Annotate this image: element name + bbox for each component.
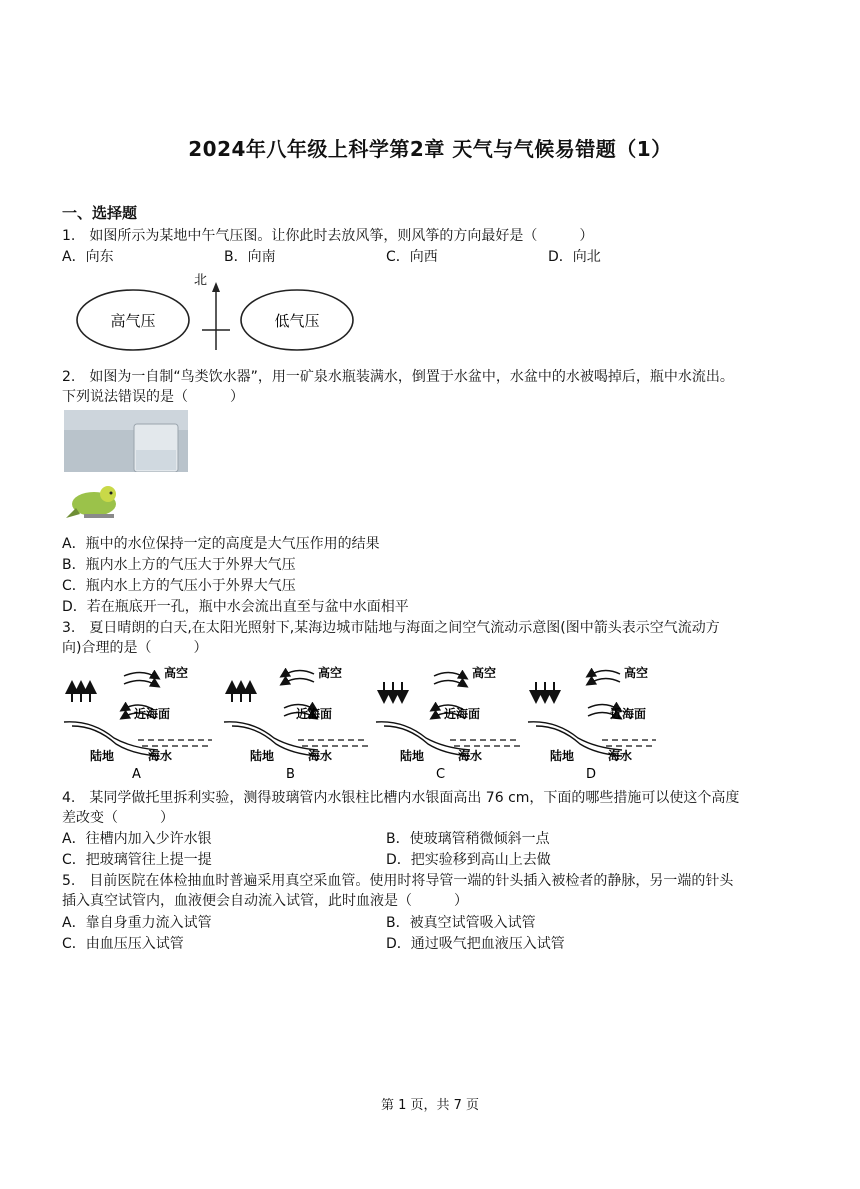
north-arrow-icon — [212, 282, 220, 292]
q5-stem-line2: 插入真空试管内，血液便会自动流入试管，此时血液是（ ） — [62, 893, 468, 909]
q3-stem-line2: 向)合理的是（ ） — [62, 640, 208, 656]
svg-text:近海面: 近海面 — [134, 707, 171, 721]
svg-text:近海面: 近海面 — [610, 707, 647, 721]
q2-stem-line1: 2. 如图为一自制“鸟类饮水器”，用一矿泉水瓶装满水，倒置于水盆中，水盆中的水被喝掉后，瓶中水流出。 — [62, 369, 734, 385]
panel-b-label: B — [286, 767, 295, 782]
panel-d — [528, 665, 656, 782]
svg-text:陆地: 陆地 — [90, 749, 115, 763]
panel-a — [64, 665, 212, 782]
svg-text:高空: 高空 — [164, 666, 189, 680]
svg-text:海水: 海水 — [308, 749, 333, 763]
panel-d-label: D — [586, 767, 597, 782]
q1-stem: 1. 如图所示为某地中午气压图。让你此时去放风筝，则风筝的方向最好是（ ） — [62, 228, 594, 244]
page-title: 2024年八年级上科学第2章 天气与气候易错题（1） — [188, 137, 672, 161]
q2-stem-line2: 下列说法错误的是（ ） — [62, 389, 244, 405]
low-pressure-label: 低气压 — [274, 312, 320, 330]
svg-text:海水: 海水 — [458, 749, 483, 763]
q2-option-a: A．瓶中的水位保持一定的高度是大气压作用的结果 — [62, 536, 380, 552]
q4-stem-line2: 差改变（ ） — [62, 810, 174, 826]
q5-option-c: C．由血压压入试管 — [62, 936, 184, 952]
panel-a-label: A — [132, 767, 141, 782]
section-heading: 一、选择题 — [62, 204, 138, 222]
svg-text:海水: 海水 — [608, 749, 633, 763]
svg-text:近海面: 近海面 — [444, 707, 481, 721]
svg-text:高空: 高空 — [318, 666, 343, 680]
q1-pressure-figure — [70, 268, 370, 358]
q2-option-b: B．瓶内水上方的气压大于外界大气压 — [62, 557, 296, 573]
high-pressure-label: 高气压 — [110, 312, 156, 330]
q1-option-a: A．向东 — [62, 249, 114, 265]
svg-text:陆地: 陆地 — [550, 749, 575, 763]
svg-text:高空: 高空 — [472, 666, 497, 680]
q4-option-a: A．往槽内加入少许水银 — [62, 831, 212, 847]
svg-text:陆地: 陆地 — [250, 749, 275, 763]
q1-option-d: D．向北 — [548, 249, 601, 265]
q5-option-a: A．靠自身重力流入试管 — [62, 915, 212, 931]
q4-stem-line1: 4. 某同学做托里拆利实验，测得玻璃管内水银柱比槽内水银面高出 76 cm，下面的哪些措施可以使这个高度 — [62, 790, 740, 806]
q1-option-b: B．向南 — [224, 249, 276, 265]
svg-text:近海面: 近海面 — [296, 707, 333, 721]
q1-option-c: C．向西 — [386, 249, 438, 265]
svg-text:高空: 高空 — [624, 666, 649, 680]
bird-head — [100, 486, 116, 502]
svg-text:海水: 海水 — [148, 749, 173, 763]
bird-feeder-photo — [64, 410, 188, 526]
svg-text:陆地: 陆地 — [400, 749, 425, 763]
q4-option-c: C．把玻璃管往上提一提 — [62, 852, 212, 868]
panel-c-label: C — [436, 767, 446, 782]
q5-stem-line1: 5. 目前医院在体检抽血时普遍采用真空采血管。使用时将导管一端的针头插入被检者的静脉，另一端的针头 — [62, 873, 734, 889]
q3-stem-line1: 3. 夏日晴朗的白天,在太阳光照射下,某海边城市陆地与海面之间空气流动示意图(图中箭头表示空气流动方 — [62, 620, 720, 636]
q2-option-d: D．若在瓶底开一孔，瓶中水会流出直至与盆中水面相平 — [62, 599, 409, 615]
q3-airflow-figures — [62, 660, 662, 784]
q4-option-b: B．使玻璃管稍微倾斜一点 — [386, 831, 550, 847]
page-footer: 第 1 页，共 7 页 — [380, 1098, 480, 1113]
q5-option-d: D．通过吸气把血液压入试管 — [386, 936, 565, 952]
panel-b — [224, 665, 368, 782]
q5-option-b: B．被真空试管吸入试管 — [386, 915, 536, 931]
q4-option-d: D．把实验移到高山上去做 — [386, 852, 551, 868]
q2-option-c: C．瓶内水上方的气压小于外界大气压 — [62, 578, 296, 594]
north-label: 北 — [194, 273, 208, 288]
panel-c — [376, 665, 520, 782]
